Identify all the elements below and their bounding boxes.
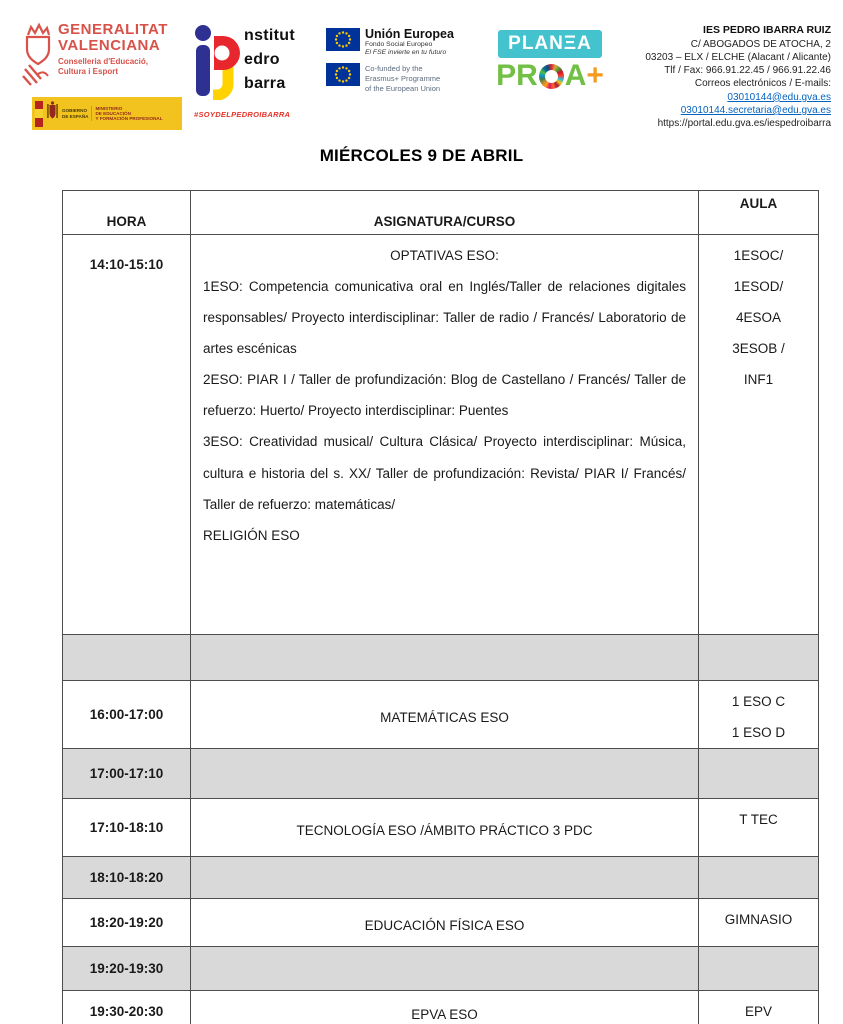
ip-word-barra: barra bbox=[244, 75, 286, 92]
planea-badge: PLANΞA bbox=[498, 30, 602, 58]
aula-cell bbox=[699, 991, 819, 1024]
optativas-2eso: 2ESO: PIAR I / Taller de profundización: Blog de Castellano / Francés/ Taller de refuerzo: Huerto/ Proyecto interdisciplinar: Puentes bbox=[203, 372, 686, 419]
subject-cell: TECNOLOGÍA ESO /ÁMBITO PRÁCTICO 3 PDC bbox=[191, 799, 699, 857]
ip-word-nstitut: nstitut bbox=[244, 27, 295, 44]
optativas-1eso: 1ESO: Competencia comunicativa oral en Inglés/Taller de relaciones digitales responsables/ Proyecto interdisciplinar: Taller de radio / Francés/ Laboratorio de artes escénicas bbox=[203, 279, 686, 357]
aula-cell bbox=[699, 799, 819, 857]
aula-cell bbox=[699, 947, 819, 991]
generalitat-valenciana-logo bbox=[18, 22, 184, 130]
schedule-row-tecnologia bbox=[63, 799, 819, 857]
erasmus-cofund-line2: Erasmus+ Programme bbox=[365, 74, 441, 84]
school-emails-label: Correos electrónicos / E-mails: bbox=[694, 78, 831, 90]
aula-value: GIMNASIO bbox=[724, 912, 793, 928]
aula-cell bbox=[699, 681, 819, 749]
institut-pedro-ibarra-logo bbox=[194, 22, 316, 119]
aula-value: 1ESOD/ bbox=[733, 279, 784, 295]
subject-cell: EDUCACIÓN FÍSICA ESO bbox=[191, 899, 699, 947]
proa-letter-a: A bbox=[564, 59, 587, 92]
column-header-hora: HORA bbox=[63, 191, 191, 235]
eu-subtitle-futuro: El FSE invierte en tu futuro bbox=[365, 49, 447, 57]
proa-plus-logo bbox=[498, 61, 602, 91]
hora-cell: 18:20-19:20 bbox=[63, 899, 191, 947]
hora-cell: 19:30-20:30 bbox=[63, 991, 191, 1024]
school-phone: Tlf / Fax: 966.91.22.45 / 966.91.22.46 bbox=[664, 65, 831, 77]
ministerio-text-line2: DE EDUCACIÓN bbox=[95, 110, 131, 116]
schedule-row-break bbox=[63, 857, 819, 899]
planea-proa-logo bbox=[498, 22, 602, 91]
email-link-primary[interactable]: 03010144@edu.gva.es bbox=[727, 91, 831, 103]
subject-cell bbox=[191, 749, 699, 799]
gv-name-line1: GENERALITAT bbox=[58, 21, 168, 38]
aula-cell bbox=[699, 857, 819, 899]
gobierno-text-line1: GOBIERNO bbox=[62, 108, 88, 114]
subject-cell: EPVA ESO bbox=[191, 991, 699, 1024]
erasmus-cofund-line1: Co-funded by the bbox=[365, 64, 423, 74]
school-name: IES PEDRO IBARRA RUIZ bbox=[703, 24, 831, 36]
hora-cell bbox=[63, 635, 191, 681]
erasmus-flag-icon bbox=[326, 63, 360, 91]
schedule-row-matematicas bbox=[63, 681, 819, 749]
ministerio-text-line1: MINISTERIO bbox=[95, 105, 123, 111]
column-header-asignatura: ASIGNATURA/CURSO bbox=[191, 191, 699, 235]
gv-sub-line2: Cultura i Esport bbox=[58, 66, 119, 76]
proa-letters-pr: PR bbox=[496, 59, 538, 92]
aula-value: T TEC bbox=[739, 812, 778, 828]
aula-value: 4ESOA bbox=[735, 310, 782, 326]
schedule-row-break bbox=[63, 635, 819, 681]
optativas-religion: RELIGIÓN ESO bbox=[203, 527, 300, 543]
email-link-secretaria[interactable]: 03010144.secretaria@edu.gva.es bbox=[680, 104, 831, 116]
aula-value: INF1 bbox=[743, 372, 774, 388]
page-title: MIÉRCOLES 9 DE ABRIL bbox=[319, 146, 524, 166]
hora-cell: 16:00-17:00 bbox=[63, 681, 191, 749]
aula-value: 3ESOB / bbox=[732, 341, 785, 357]
schedule-row-educacion-fisica bbox=[63, 899, 819, 947]
aula-cell bbox=[699, 749, 819, 799]
hora-cell: 17:10-18:10 bbox=[63, 799, 191, 857]
subject-cell bbox=[191, 857, 699, 899]
aula-cell bbox=[699, 635, 819, 681]
subject-cell bbox=[191, 635, 699, 681]
erasmus-cofund-line3: of the European Union bbox=[365, 84, 441, 94]
schedule-row-optativas bbox=[63, 235, 819, 635]
aula-cell bbox=[699, 899, 819, 947]
schedule-row-epva bbox=[63, 991, 819, 1024]
gv-emblem-icon bbox=[18, 22, 54, 93]
subject-cell: MATEMÁTICAS ESO bbox=[191, 681, 699, 749]
subject-cell bbox=[191, 947, 699, 991]
eu-flag-icon bbox=[326, 28, 360, 56]
eu-subtitle-fse: Fondo Social Europeo bbox=[365, 40, 433, 48]
optativas-3eso: 3ESO: Creatividad musical/ Cultura Clásica/ Proyecto interdisciplinar: Música, cultura e historia del s. XX/ Taller de profundización: Revista/ PIAR I/ Francés/ Taller de refuerzo: matemáticas/ bbox=[203, 434, 686, 512]
schedule-row-break bbox=[63, 749, 819, 799]
sdg-wheel-icon bbox=[539, 64, 564, 89]
hora-cell: 18:10-18:20 bbox=[63, 857, 191, 899]
spain-flag-icon bbox=[35, 101, 43, 127]
schedule-table bbox=[62, 190, 819, 1024]
gv-name-line2: VALENCIANA bbox=[58, 36, 161, 54]
school-city: 03203 – ELX / ELCHE (Alacant / Alicante) bbox=[645, 52, 831, 64]
ip-hashtag: #SOYDELPEDROIBARRA bbox=[194, 110, 291, 119]
hora-cell: 19:20-19:30 bbox=[63, 947, 191, 991]
ip-word-edro: edro bbox=[244, 51, 280, 68]
ministerio-text-line3: Y FORMACIÓN PROFESIONAL bbox=[95, 116, 163, 122]
school-address: C/ ABOGADOS DE ATOCHA, 2 bbox=[690, 38, 831, 50]
eu-title: Unión Europea bbox=[365, 27, 454, 41]
header-row bbox=[63, 191, 819, 235]
optativas-heading: OPTATIVAS ESO: bbox=[390, 248, 499, 264]
aula-value: 1 ESO C bbox=[731, 694, 786, 710]
eu-logos bbox=[326, 22, 488, 95]
spain-coat-of-arms-icon bbox=[46, 100, 59, 127]
gv-sub-line1: Conselleria d'Educació, bbox=[58, 56, 148, 66]
hora-cell: 14:10-15:10 bbox=[63, 235, 191, 635]
proa-plus-sign: + bbox=[586, 59, 604, 92]
spain-government-banner bbox=[32, 97, 182, 130]
subject-cell bbox=[191, 235, 699, 635]
aula-value: 1ESOC/ bbox=[733, 248, 784, 264]
gobierno-text-line2: DE ESPAÑA bbox=[62, 113, 89, 119]
column-header-aula: AULA bbox=[699, 191, 819, 235]
letterhead bbox=[0, 0, 843, 130]
hora-cell: 17:00-17:10 bbox=[63, 749, 191, 799]
aula-value: EPV bbox=[744, 1004, 772, 1020]
school-contact-block bbox=[612, 22, 831, 130]
aula-cell bbox=[699, 235, 819, 635]
aula-value: 1 ESO D bbox=[731, 725, 786, 741]
school-website: https://portal.edu.gva.es/iespedroibarra bbox=[657, 117, 831, 129]
ip-monogram-icon bbox=[194, 24, 240, 105]
schedule-row-break bbox=[63, 947, 819, 991]
